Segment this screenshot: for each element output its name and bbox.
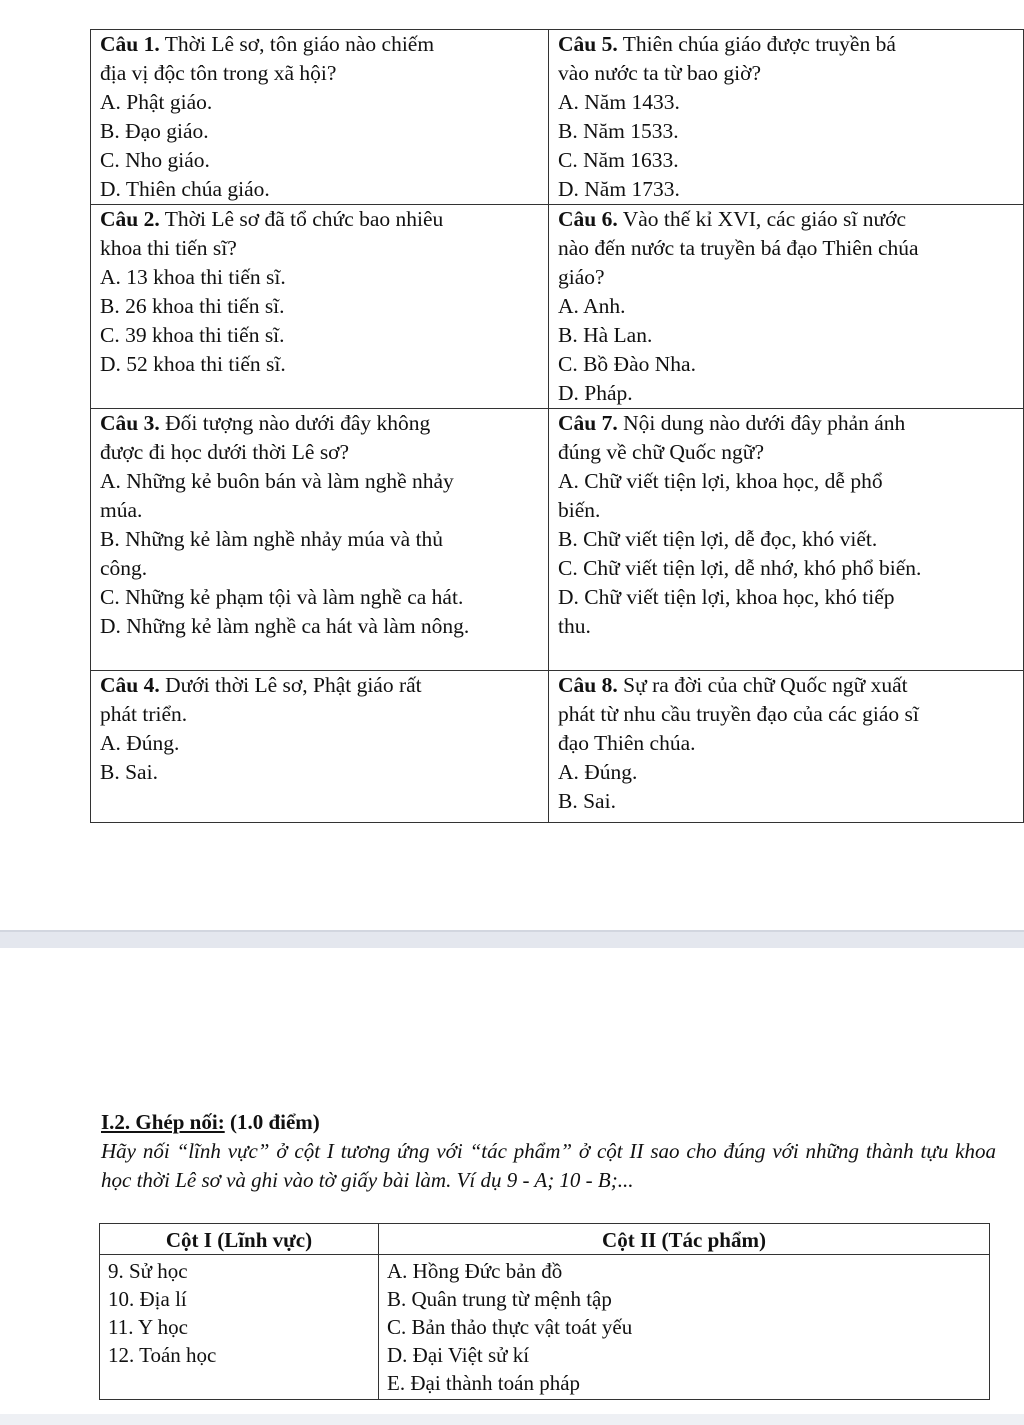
option-b: B. Những kẻ làm nghề nhảy múa và thủ xyxy=(100,527,444,551)
question-text: Đối tượng nào dưới đây không xyxy=(165,411,431,435)
section-heading-title: I.2. Ghép nối: xyxy=(101,1110,225,1134)
option-a: A. Đúng. xyxy=(100,731,180,755)
option-c: C. 39 khoa thi tiến sĩ. xyxy=(100,323,285,347)
match-body-row xyxy=(100,1255,990,1400)
col1-items xyxy=(100,1255,379,1400)
option-d: D. Năm 1733. xyxy=(558,177,680,201)
question-3 xyxy=(91,409,549,671)
quiz-row-4 xyxy=(91,671,1024,823)
match-table xyxy=(99,1223,990,1400)
option-a: A. Những kẻ buôn bán và làm nghề nhảy xyxy=(100,469,454,493)
col2-item: A. Hồng Đức bản đồ xyxy=(387,1259,563,1283)
option-d: D. 52 khoa thi tiến sĩ. xyxy=(100,352,286,376)
quiz-row-2 xyxy=(91,205,1024,409)
question-6 xyxy=(549,205,1024,409)
quiz-row-1 xyxy=(91,30,1024,205)
question-text: Dưới thời Lê sơ, Phật giáo rất xyxy=(165,673,422,697)
option-d-cont: thu. xyxy=(558,614,591,638)
question-7 xyxy=(549,409,1024,671)
question-text: Thời Lê sơ đã tổ chức bao nhiêu xyxy=(164,207,444,231)
option-b: B. Chữ viết tiện lợi, dễ đọc, khó viết. xyxy=(558,527,878,551)
option-c: C. Những kẻ phạm tội và làm nghề ca hát. xyxy=(100,585,464,609)
option-d: D. Thiên chúa giáo. xyxy=(100,177,270,201)
section-instructions: Hãy nối “lĩnh vực” ở cột I tương ứng với “tác phẩm” ở cột II sao cho đúng với những thành tựu khoa học thời Lê sơ và ghi vào tờ giấy bài làm. Ví dụ 9 - A; 10 - B;... xyxy=(101,1139,996,1192)
question-text: Thiên chúa giáo được truyền bá xyxy=(622,32,896,56)
question-4 xyxy=(91,671,549,823)
col1-item: 9. Sử học xyxy=(108,1259,188,1283)
col1-header: Cột I (Lĩnh vực) xyxy=(100,1224,379,1255)
question-5 xyxy=(549,30,1024,205)
question-text: đạo Thiên chúa. xyxy=(558,731,696,755)
option-b-cont: công. xyxy=(100,556,148,580)
question-text: phát từ nhu cầu truyền đạo của các giáo sĩ xyxy=(558,702,919,726)
option-b: B. Đạo giáo. xyxy=(100,119,209,143)
option-a: A. Chữ viết tiện lợi, khoa học, dễ phổ xyxy=(558,469,883,493)
option-a: A. Phật giáo. xyxy=(100,90,213,114)
question-2 xyxy=(91,205,549,409)
col2-items xyxy=(379,1255,990,1400)
bottom-page-edge xyxy=(0,1414,1024,1425)
question-label: Câu 3. xyxy=(100,411,160,435)
option-b: B. Sai. xyxy=(100,760,158,784)
option-a-cont: múa. xyxy=(100,498,143,522)
col1-item: 10. Địa lí xyxy=(108,1287,187,1311)
quiz-table xyxy=(90,29,1024,823)
quiz-row-3 xyxy=(91,409,1024,671)
option-c: C. Năm 1633. xyxy=(558,148,679,172)
option-d: D. Chữ viết tiện lợi, khoa học, khó tiếp xyxy=(558,585,895,609)
question-8 xyxy=(549,671,1024,823)
question-text: được đi học dưới thời Lê sơ? xyxy=(100,440,350,464)
option-c: C. Nho giáo. xyxy=(100,148,210,172)
match-header-row xyxy=(100,1224,990,1255)
option-a-cont: biến. xyxy=(558,498,601,522)
question-text: đúng về chữ Quốc ngữ? xyxy=(558,440,765,464)
question-text: phát triển. xyxy=(100,702,188,726)
option-d: D. Pháp. xyxy=(558,381,633,405)
col1-item: 11. Y học xyxy=(108,1315,188,1339)
question-label: Câu 2. xyxy=(100,207,160,231)
question-label: Câu 5. xyxy=(558,32,618,56)
question-label: Câu 1. xyxy=(100,32,160,56)
option-a: A. Năm 1433. xyxy=(558,90,680,114)
section-heading xyxy=(101,1108,320,1136)
option-c: C. Bồ Đào Nha. xyxy=(558,352,696,376)
col2-item: B. Quân trung từ mệnh tập xyxy=(387,1287,612,1311)
question-text: Vào thế kỉ XVI, các giáo sĩ nước xyxy=(622,207,907,231)
col2-item: C. Bản thảo thực vật toát yếu xyxy=(387,1315,633,1339)
question-text: nào đến nước ta truyền bá đạo Thiên chúa xyxy=(558,236,919,260)
section-heading-points: (1.0 điểm) xyxy=(224,1110,320,1134)
question-text: Nội dung nào dưới đây phản ánh xyxy=(623,411,906,435)
option-b: B. Sai. xyxy=(558,789,616,813)
col2-header: Cột II (Tác phẩm) xyxy=(379,1224,990,1255)
option-d: D. Những kẻ làm nghề ca hát và làm nông. xyxy=(100,614,470,638)
question-label: Câu 6. xyxy=(558,207,618,231)
page-divider xyxy=(0,932,1024,948)
option-b: B. Hà Lan. xyxy=(558,323,653,347)
question-text: vào nước ta từ bao giờ? xyxy=(558,61,762,85)
option-b: B. Năm 1533. xyxy=(558,119,679,143)
option-c: C. Chữ viết tiện lợi, dễ nhớ, khó phổ biến. xyxy=(558,556,922,580)
question-label: Câu 7. xyxy=(558,411,618,435)
question-text: Sự ra đời của chữ Quốc ngữ xuất xyxy=(623,673,908,697)
question-text: khoa thi tiến sĩ? xyxy=(100,236,237,260)
col1-item: 12. Toán học xyxy=(108,1343,217,1367)
question-text: giáo? xyxy=(558,265,605,289)
option-a: A. Anh. xyxy=(558,294,626,318)
question-label: Câu 8. xyxy=(558,673,618,697)
option-a: A. 13 khoa thi tiến sĩ. xyxy=(100,265,286,289)
question-text: Thời Lê sơ, tôn giáo nào chiếm xyxy=(164,32,435,56)
option-b: B. 26 khoa thi tiến sĩ. xyxy=(100,294,285,318)
question-label: Câu 4. xyxy=(100,673,160,697)
question-1 xyxy=(91,30,549,205)
question-text: địa vị độc tôn trong xã hội? xyxy=(100,61,337,85)
option-a: A. Đúng. xyxy=(558,760,638,784)
col2-item: D. Đại Việt sử kí xyxy=(387,1343,530,1367)
col2-item: E. Đại thành toán pháp xyxy=(387,1371,581,1395)
